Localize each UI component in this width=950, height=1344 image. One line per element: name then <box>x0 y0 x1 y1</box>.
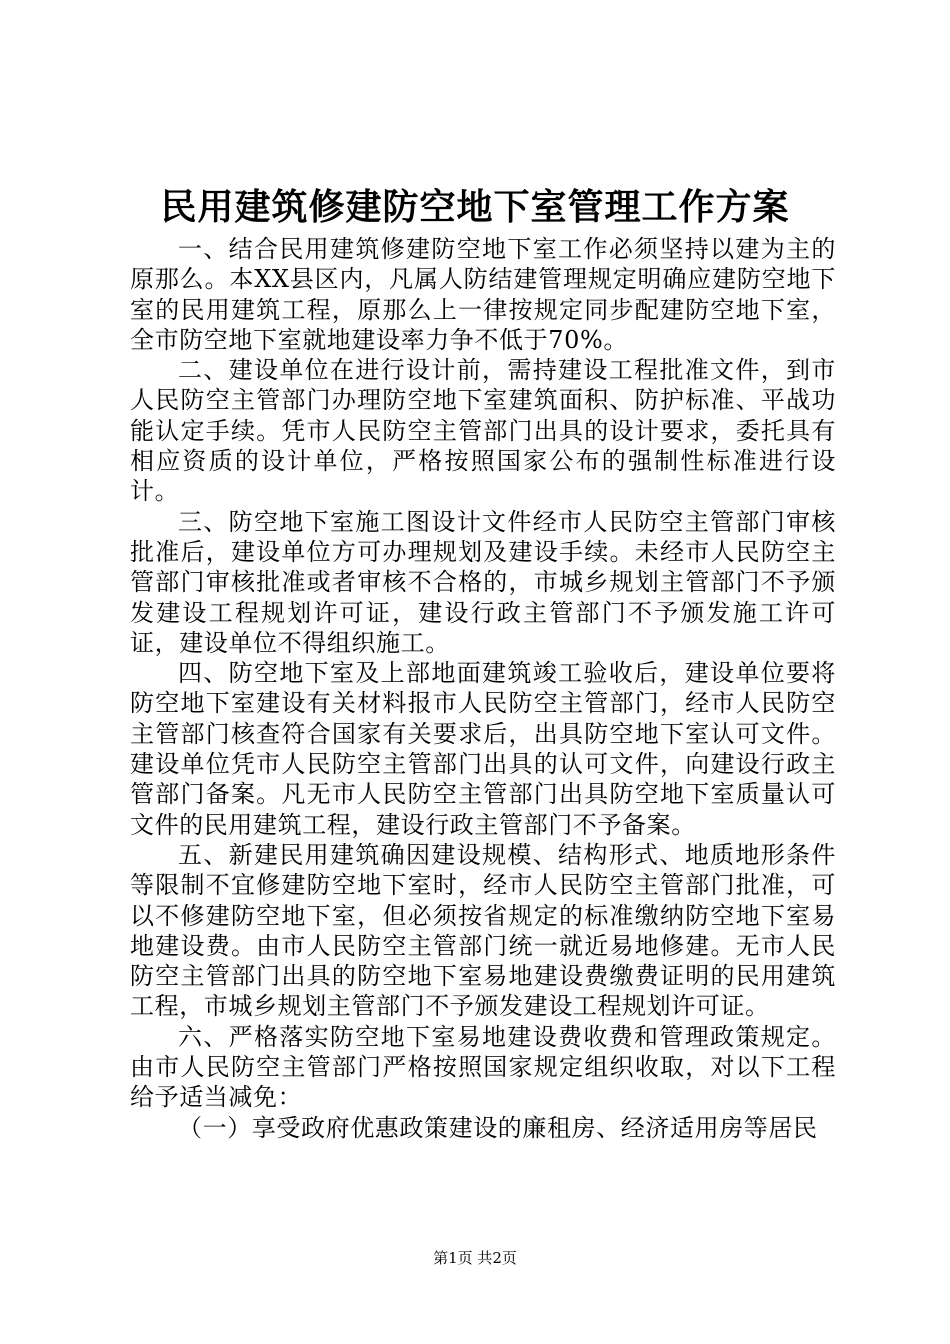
page-indicator: 第1页 共2页 <box>433 1249 517 1267</box>
paragraph-1: 一、结合民用建筑修建防空地下室工作必须坚持以建为主的原那么。本XX县区内，凡属人防结建管理规定明确应建防空地下室的民用建筑工程，原那么上一律按规定同步配建防空地下室，全市防空地下室就地建设率力争不低于70%。 <box>130 235 836 354</box>
paragraph-6: 六、严格落实防空地下室易地建设费收费和管理政策规定。由市人民防空主管部门严格按照国家规定组织收取，对以下工程给予适当减免： <box>130 1022 836 1112</box>
paragraph-2: 二、建设单位在进行设计前，需持建设工程批准文件，到市人民防空主管部门办理防空地下室建筑面积、防护标准、平战功能认定手续。凭市人民防空主管部门出具的设计要求，委托具有相应资质的设计单位，严格按照国家公布的强制性标准进行设计。 <box>130 356 836 506</box>
document-title: 民用建筑修建防空地下室管理工作方案 <box>160 187 790 228</box>
paragraph-4: 四、防空地下室及上部地面建筑竣工验收后，建设单位要将防空地下室建设有关材料报市人民防空主管部门，经市人民防空主管部门核查符合国家有关要求后，出具防空地下室认可文件。建设单位凭市人民防空主管部门出具的认可文件，向建设行政主管部门备案。凡无市人民防空主管部门出具防空地下室质量认可文件的民用建筑工程，建设行政主管部门不予备案。 <box>130 659 836 839</box>
paragraph-5: 五、新建民用建筑确因建设规模、结构形式、地质地形条件等限制不宜修建防空地下室时，经市人民防空主管部门批准，可以不修建防空地下室，但必须按省规定的标准缴纳防空地下室易地建设费。由市人民防空主管部门统一就近易地修建。无市人民防空主管部门出具的防空地下室易地建设费缴费证明的民用建筑工程，市城乡规划主管部门不予颁发建设工程规划许可证。 <box>130 840 836 1021</box>
document-body <box>130 234 836 1143</box>
paragraph-7: （一）享受政府优惠政策建设的廉租房、经济适用房等居民 <box>178 1113 818 1142</box>
paragraph-3: 三、防空地下室施工图设计文件经市人民防空主管部门审核批准后，建设单位方可办理规划及建设手续。未经市人民防空主管部门审核批准或者审核不合格的，市城乡规划主管部门不予颁发建设工程规划许可证，建设行政主管部门不予颁发施工许可证，建设单位不得组织施工。 <box>130 507 836 657</box>
